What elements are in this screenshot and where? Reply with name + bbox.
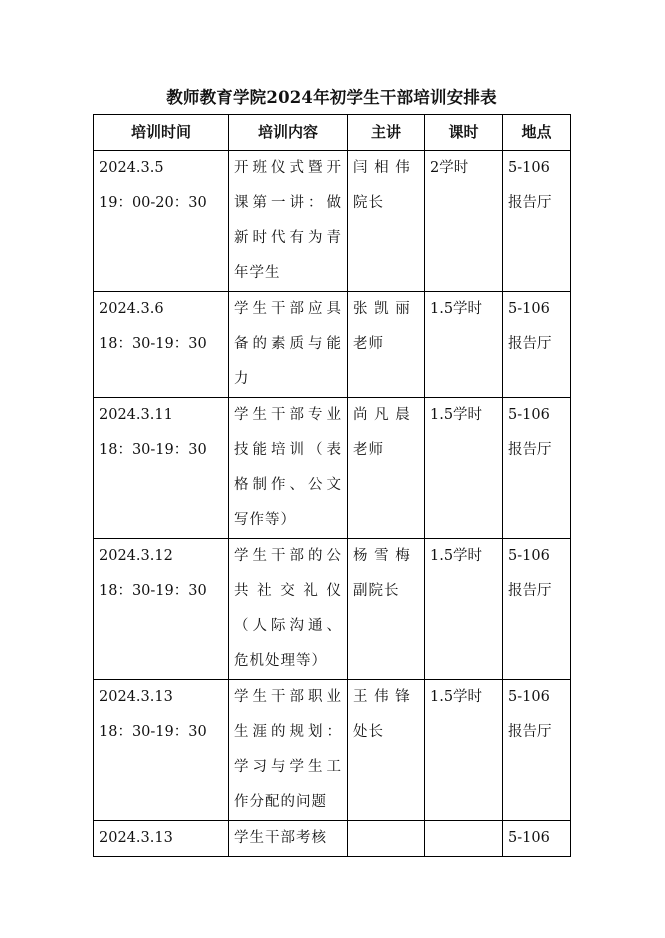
time-cell [94,680,229,821]
hours-cell: 1.5学时 [425,680,503,821]
location-cell [503,680,571,821]
location-cell [503,821,571,857]
room-text: 5-106 [508,301,550,317]
location-cell [503,539,571,680]
speaker-cell: 尚 凡 晨 老师 [348,398,425,539]
time-cell [94,821,229,857]
time-cell [94,398,229,539]
training-schedule-table [93,114,571,857]
hall-text: 报告厅 [508,442,552,458]
table-row [94,680,571,821]
date-text: 2024.3.12 [99,548,173,564]
date-text: 2024.3.11 [99,407,173,423]
header-location: 地点 [503,115,571,151]
header-speaker: 主讲 [348,115,425,151]
location-cell [503,398,571,539]
hours-cell: 1.5学时 [425,398,503,539]
hours-cell: 1.5学时 [425,292,503,398]
content-cell: 学生干部专业技能培训（表格制作、公文写作等） [229,398,348,539]
content-cell: 开班仪式暨开课第一讲：做新时代有为青年学生 [229,151,348,292]
hours-cell: 2学时 [425,151,503,292]
table-header-row [94,115,571,151]
content-cell: 学生干部应具备的素质与能力 [229,292,348,398]
table-row [94,821,571,857]
time-range-text: 18：30-19：30 [99,336,207,352]
hours-cell [425,821,503,857]
time-range-text: 19：00-20：30 [99,195,207,211]
hall-text: 报告厅 [508,583,552,599]
date-text: 2024.3.5 [99,160,164,176]
time-range-text: 18：30-19：30 [99,583,207,599]
content-cell: 学生干部的公共社交礼仪（人际沟通、危机处理等） [229,539,348,680]
speaker-cell: 闫 相 伟 院长 [348,151,425,292]
table-row [94,151,571,292]
content-cell: 学生干部职业生涯的规划：学习与学生工作分配的问题 [229,680,348,821]
hall-text: 报告厅 [508,195,552,211]
location-cell [503,151,571,292]
date-text: 2024.3.13 [99,689,173,705]
room-text: 5-106 [508,830,550,846]
speaker-cell [348,821,425,857]
location-cell [503,292,571,398]
hall-text: 报告厅 [508,336,552,352]
header-class-hours: 课时 [425,115,503,151]
hall-text: 报告厅 [508,724,552,740]
room-text: 5-106 [508,689,550,705]
hours-cell: 1.5学时 [425,539,503,680]
table-row [94,292,571,398]
time-cell [94,151,229,292]
speaker-cell: 张 凯 丽 老师 [348,292,425,398]
time-range-text: 18：30-19：30 [99,724,207,740]
table-row [94,398,571,539]
time-cell [94,539,229,680]
content-cell: 学生干部考核 [229,821,348,857]
room-text: 5-106 [508,160,550,176]
room-text: 5-106 [508,548,550,564]
time-cell [94,292,229,398]
header-training-time: 培训时间 [94,115,229,151]
room-text: 5-106 [508,407,550,423]
document-title: 教师教育学院2024年初学生干部培训安排表 [166,88,497,107]
time-range-text: 18：30-19：30 [99,442,207,458]
speaker-cell: 王 伟 锋 处长 [348,680,425,821]
table-row [94,539,571,680]
date-text: 2024.3.13 [99,830,173,846]
speaker-cell: 杨 雪 梅 副院长 [348,539,425,680]
date-text: 2024.3.6 [99,301,164,317]
header-training-content: 培训内容 [229,115,348,151]
